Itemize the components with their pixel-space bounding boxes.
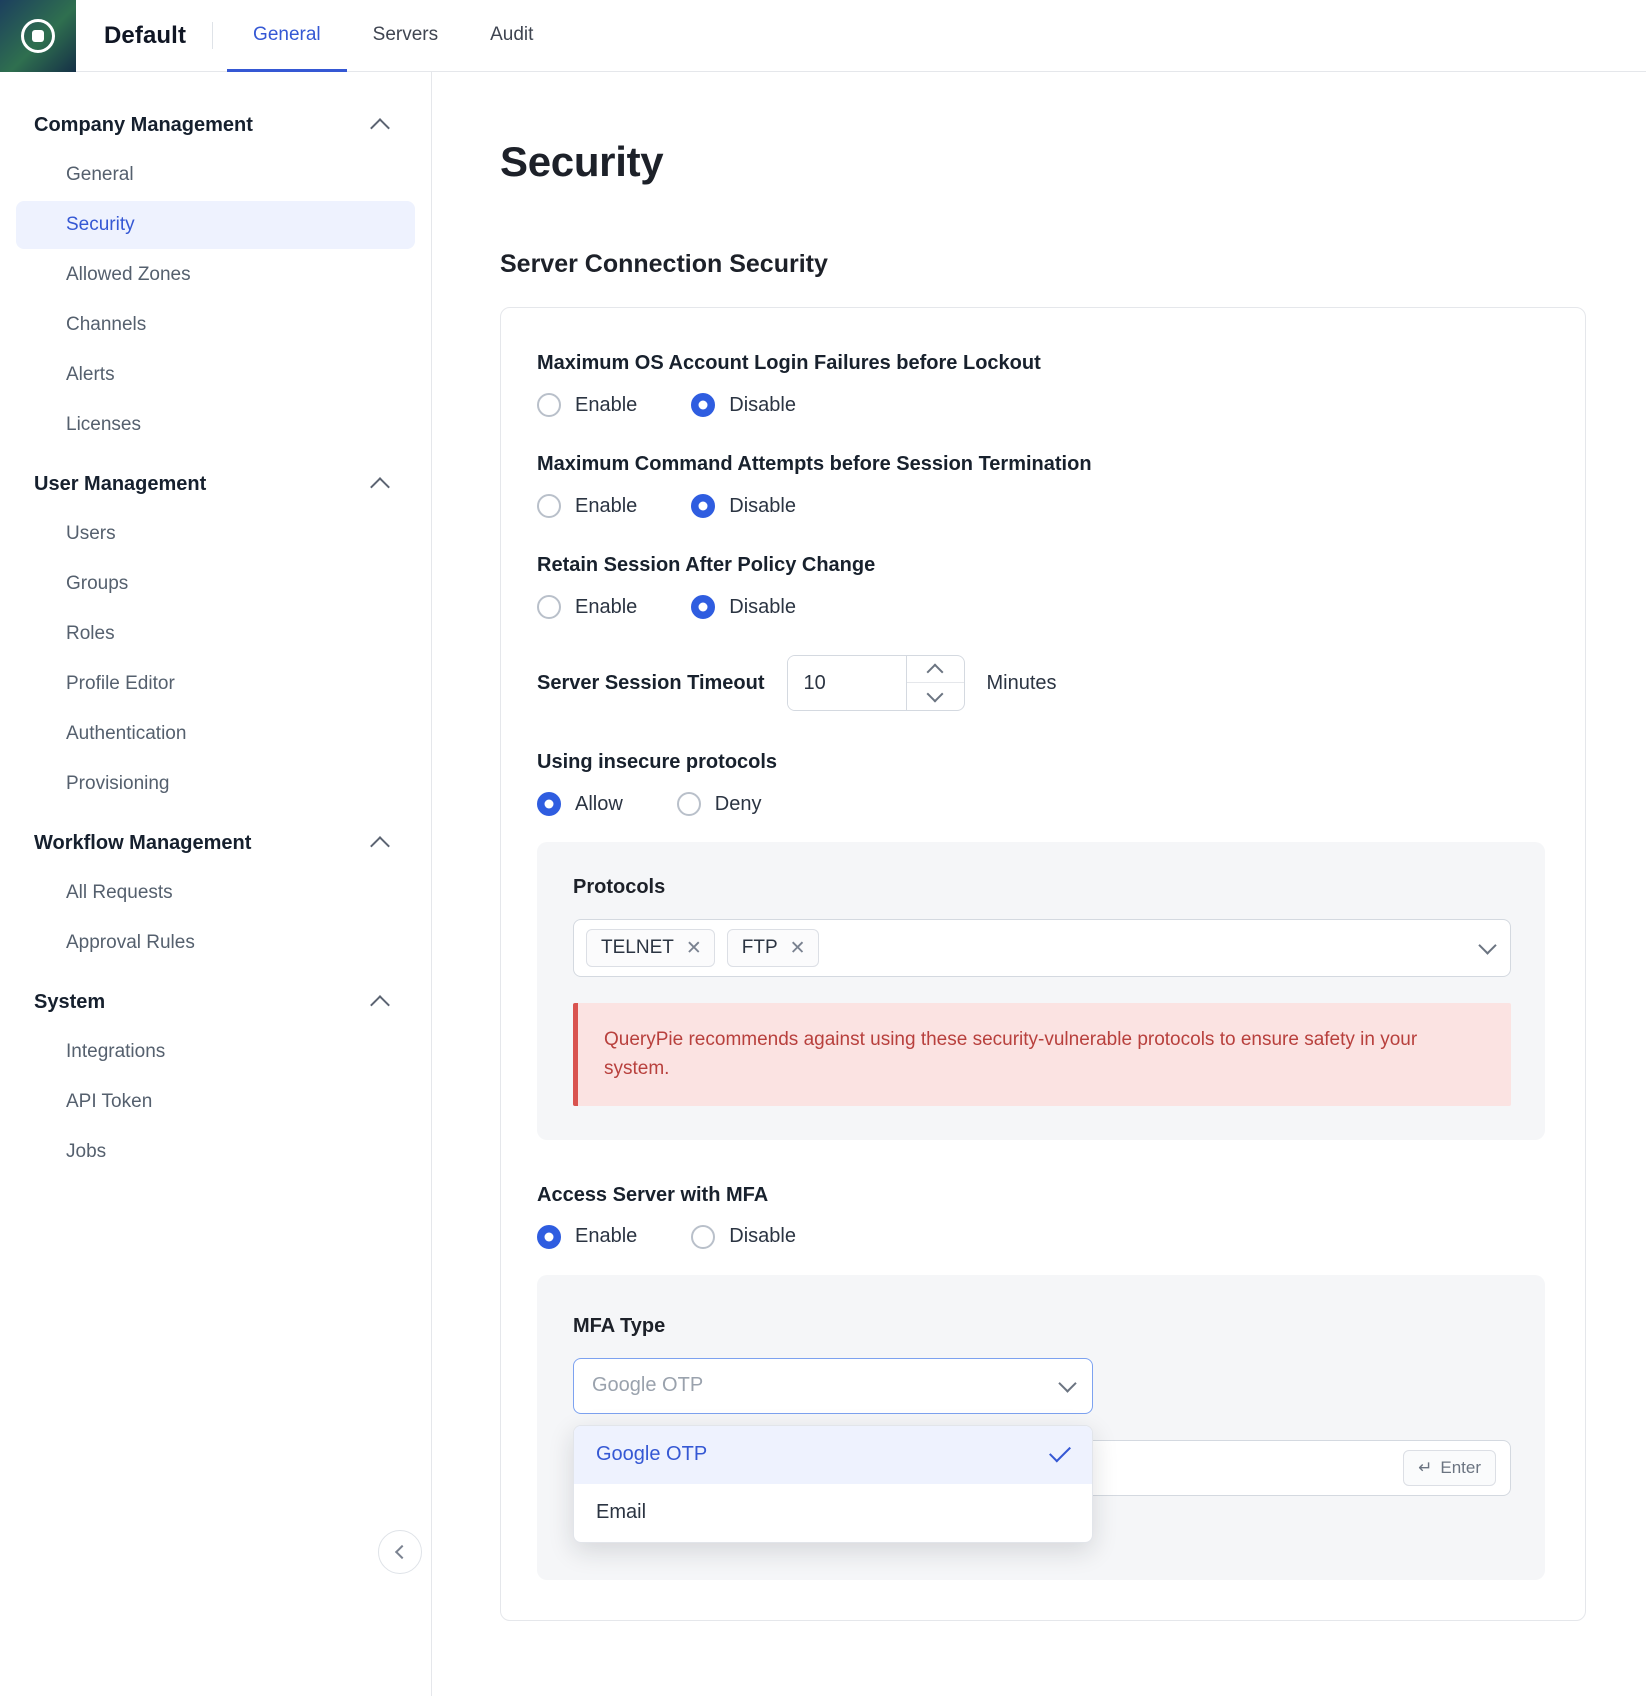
chevron-up-icon: [370, 995, 390, 1015]
radio-label: Deny: [714, 792, 762, 815]
sidebar-item-licenses[interactable]: Licenses: [66, 414, 141, 435]
remove-chip-icon[interactable]: ✕: [789, 937, 806, 959]
session-timeout-stepper[interactable]: [787, 655, 965, 711]
setting-label-login-failures: Maximum OS Account Login Failures before Lockout: [537, 352, 1041, 374]
radio-group-mfa: [537, 1225, 1545, 1249]
sidebar-group-company-management: [0, 102, 431, 449]
radio-command-attempts-enable[interactable]: [537, 494, 637, 518]
remove-chip-icon[interactable]: ✕: [685, 937, 702, 959]
chevron-up-icon: [370, 477, 390, 497]
session-timeout-label: Server Session Timeout: [537, 671, 765, 694]
protocol-chip-telnet[interactable]: [586, 929, 715, 967]
sidebar-item-general[interactable]: General: [66, 164, 134, 185]
radio-dot-selected: [691, 393, 715, 417]
sidebar-item-allowed-zones[interactable]: Allowed Zones: [66, 264, 191, 285]
sidebar-collapse-button[interactable]: [378, 1530, 422, 1574]
radio-group-retain-session: [537, 595, 1545, 619]
chevron-up-icon: [370, 118, 390, 138]
mfa-type-panel: [537, 1275, 1545, 1580]
dropdown-option-label: Email: [596, 1501, 647, 1524]
sidebar-group-header-system[interactable]: [0, 979, 431, 1026]
sidebar-item-authentication[interactable]: Authentication: [66, 723, 187, 744]
querypie-logo-icon: [21, 19, 55, 53]
radio-dot: [537, 595, 561, 619]
radio-mfa-disable[interactable]: [691, 1225, 796, 1249]
mfa-type-select[interactable]: [573, 1358, 1093, 1414]
mfa-label: Access Server with MFA: [537, 1183, 769, 1206]
mfa-type-label: MFA Type: [573, 1314, 666, 1337]
tab-general[interactable]: General: [227, 1, 347, 72]
sidebar-group-user-management: [0, 461, 431, 808]
top-bar: [0, 0, 1646, 72]
dropdown-option-email[interactable]: [574, 1484, 1092, 1542]
sidebar-group-title: User Management: [34, 473, 207, 495]
radio-command-attempts-disable[interactable]: [691, 494, 796, 518]
server-connection-security-card: [500, 307, 1586, 1621]
radio-dot: [691, 1225, 715, 1249]
radio-dot-selected: [537, 1225, 561, 1249]
stepper-decrement-button[interactable]: [907, 683, 964, 710]
sidebar-item-groups[interactable]: Groups: [66, 573, 129, 594]
sidebar-item-api-token[interactable]: API Token: [66, 1091, 153, 1112]
radio-dot: [537, 393, 561, 417]
enter-arrow-icon: ↵: [1418, 1457, 1433, 1477]
sidebar-group-system: [0, 979, 431, 1176]
stepper-buttons: [906, 656, 964, 710]
protocol-chip-ftp[interactable]: [727, 929, 819, 967]
top-tabs: [213, 0, 559, 71]
setting-label-retain-session: Retain Session After Policy Change: [537, 554, 876, 576]
sidebar-item-jobs[interactable]: Jobs: [66, 1141, 107, 1162]
radio-label: Disable: [729, 1225, 796, 1248]
check-icon: [1049, 1441, 1071, 1463]
sidebar-item-profile-editor[interactable]: Profile Editor: [66, 673, 175, 694]
radio-mfa-enable[interactable]: [537, 1225, 637, 1249]
radio-label: Allow: [575, 792, 623, 815]
enter-label: Enter: [1440, 1457, 1481, 1477]
sidebar-item-approval-rules[interactable]: Approval Rules: [66, 932, 195, 953]
radio-login-failures-disable[interactable]: [691, 393, 796, 417]
radio-insecure-allow[interactable]: [537, 792, 623, 816]
sidebar-item-provisioning[interactable]: Provisioning: [66, 773, 170, 794]
radio-login-failures-enable[interactable]: [537, 393, 637, 417]
insecure-protocols-label: Using insecure protocols: [537, 751, 778, 773]
chip-label: FTP: [741, 937, 778, 958]
tab-audit[interactable]: Audit: [490, 24, 534, 45]
sidebar-item-all-requests[interactable]: All Requests: [66, 882, 173, 903]
radio-group-command-attempts: [537, 494, 1545, 518]
radio-label: Enable: [575, 1225, 638, 1248]
setting-label-command-attempts: Maximum Command Attempts before Session Termination: [537, 453, 1092, 475]
session-timeout-unit: Minutes: [986, 671, 1057, 694]
radio-dot-selected: [691, 494, 715, 518]
radio-group-insecure-protocols: [537, 792, 1545, 816]
radio-dot-selected: [691, 595, 715, 619]
dropdown-option-google-otp[interactable]: [574, 1426, 1092, 1484]
radio-group-login-failures: [537, 393, 1545, 417]
sidebar-item-security[interactable]: Security: [16, 201, 415, 249]
sidebar-item-channels[interactable]: Channels: [66, 314, 147, 335]
caret-up-icon: [927, 663, 944, 680]
main-content: [432, 72, 1646, 1696]
server-session-timeout-row: [537, 655, 1545, 711]
caret-down-icon: [927, 686, 944, 703]
sidebar-item-roles[interactable]: Roles: [66, 623, 115, 644]
radio-label: Enable: [575, 595, 638, 618]
radio-label: Enable: [575, 494, 638, 517]
sidebar-group-workflow-management: [0, 820, 431, 967]
radio-label: Disable: [729, 494, 796, 517]
sidebar-group-header-company-management[interactable]: [0, 102, 431, 149]
page-title: Security: [500, 138, 664, 185]
app-logo[interactable]: [0, 0, 76, 72]
radio-retain-session-disable[interactable]: [691, 595, 796, 619]
sidebar-group-header-user-management[interactable]: [0, 461, 431, 508]
radio-dot: [677, 792, 701, 816]
chip-label: TELNET: [601, 937, 674, 958]
enter-key-hint: [1403, 1450, 1496, 1486]
sidebar-group-title: System: [34, 991, 106, 1013]
radio-label: Enable: [575, 393, 638, 416]
chevron-up-icon: [370, 836, 390, 856]
page-body: [0, 72, 1646, 1696]
sidebar-group-title: Workflow Management: [34, 832, 252, 854]
chevron-down-icon[interactable]: [1058, 1374, 1076, 1392]
dropdown-option-label: Google OTP: [596, 1443, 708, 1466]
protocols-warning-banner: QueryPie recommends against using these security-vulnerable protocols to ensure safety in your system.: [573, 1003, 1511, 1106]
radio-label: Disable: [729, 595, 796, 618]
chevron-down-icon[interactable]: [1478, 936, 1496, 954]
radio-insecure-deny[interactable]: [677, 792, 762, 816]
session-timeout-input[interactable]: [788, 656, 906, 710]
sidebar: [0, 72, 432, 1696]
radio-dot: [537, 494, 561, 518]
radio-retain-session-enable[interactable]: [537, 595, 637, 619]
sidebar-item-integrations[interactable]: Integrations: [66, 1041, 166, 1062]
protocols-panel: [537, 842, 1545, 1140]
radio-label: Disable: [729, 393, 796, 416]
radio-dot-selected: [537, 792, 561, 816]
protocols-multiselect[interactable]: [573, 919, 1511, 977]
sidebar-group-title: Company Management: [34, 114, 253, 136]
tab-servers[interactable]: Servers: [372, 24, 439, 45]
sidebar-item-alerts[interactable]: Alerts: [66, 364, 115, 385]
workspace-name: Default: [104, 21, 187, 49]
chevron-left-icon: [395, 1545, 409, 1559]
mfa-type-select-value: Google OTP: [592, 1374, 704, 1397]
sidebar-group-header-workflow-management[interactable]: [0, 820, 431, 867]
mfa-type-dropdown: [573, 1425, 1093, 1543]
protocols-label: Protocols: [573, 876, 666, 898]
stepper-increment-button[interactable]: [907, 656, 964, 683]
section-title: Server Connection Security: [500, 250, 828, 278]
sidebar-item-users[interactable]: Users: [66, 523, 116, 544]
